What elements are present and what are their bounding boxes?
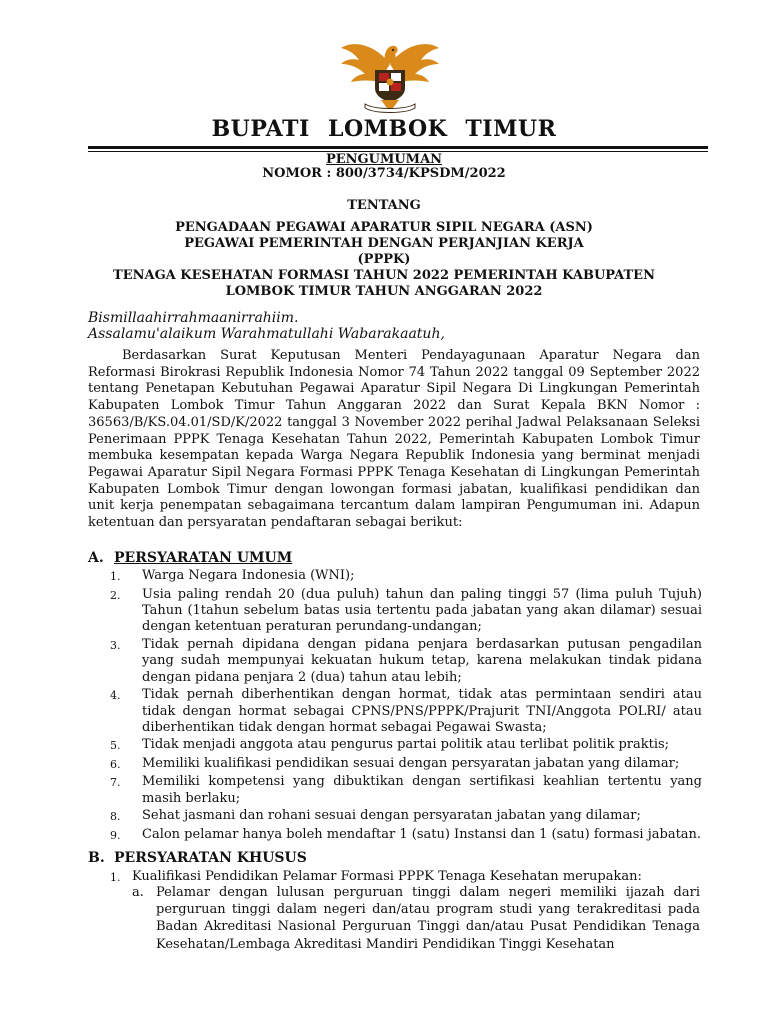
list-number: 1. <box>110 871 121 884</box>
section-title: PERSYARATAN KHUSUS <box>114 850 307 866</box>
list-item <box>110 827 702 844</box>
list-text: Warga Negara Indonesia (WNI); <box>142 568 355 583</box>
list-item <box>110 587 702 636</box>
intro-paragraph: Berdasarkan Surat Keputusan Menteri Pendayagunaan Aparatur Negara dan Reformasi Birokrasi Republik Indonesia Nomor 74 Tahun 2022 tanggal 09 September 2022 tentang Penetapan Kebutuhan Pegawai Aparatur Sipil Negara Di Lingkungan Pemerintah Kabupaten Lombok Timur Tahun Anggaran 2022 dan Surat Kepala BKN Nomor : 36563/B/KS.04.01/SD/K/2022 tanggal 3 November 2022 perihal Jadwal Pelaksanaan Seleksi Penerimaan PPPK Tenaga Kesehatan Tahun 2022, Pemerintah Kabupaten Lombok Timur membuka kesempatan kepada Warga Negara Republik Indonesia yang berminat menjadi Pegawai Aparatur Sipil Negara Formasi PPPK Tenaga Kesehatan di Lingkungan Pemerintah Kabupaten Lombok Timur dengan lowongan formasi jabatan, kualifikasi pendidikan dan unit kerja penempatan sebagaimana tercantum dalam lampiran Pengumuman ini. Adapun ketentuan dan persyaratan pendaftaran sebagai berikut: <box>88 348 700 531</box>
list-number: 5. <box>110 739 121 753</box>
list-text: Kualifikasi Pendidikan Pelamar Formasi PPPK Tenaga Kesehatan merupakan: <box>132 869 642 884</box>
page-title: BUPATI LOMBOK TIMUR <box>211 116 557 142</box>
section-a-heading <box>88 550 292 566</box>
list-text: Tidak menjadi anggota atau pengurus partai politik atau terlibat politik praktis; <box>142 737 670 753</box>
announcement-number: NOMOR : 800/3734/KPSDM/2022 <box>262 166 506 181</box>
list-item <box>110 808 702 825</box>
section-b-heading <box>88 850 307 866</box>
list-item <box>110 756 702 773</box>
list-number: 7. <box>110 776 121 790</box>
list-text: Calon pelamar hanya boleh mendaftar 1 (satu) Instansi dan 1 (satu) formasi jabatan. <box>142 826 702 842</box>
list-item <box>110 687 702 736</box>
list-text: Sehat jasmani dan rohani sesuai dengan persyaratan jabatan yang dilamar; <box>142 808 641 824</box>
garuda-emblem-icon <box>335 34 445 118</box>
subject-line: LOMBOK TIMUR TAHUN ANGGARAN 2022 <box>225 284 543 299</box>
list-text: Pelamar dengan lulusan perguruan tinggi dalam negeri memiliki ijazah dari perguruan tinggi dalam negeri dan/atau program studi yang terakreditasi pada Badan Akreditasi Nasional Perguruan Tinggi dan/atau Pusat Pendidikan Tenaga Kesehatan/Lembaga Akreditasi Mandiri Pendidikan Tinggi Kesehatan <box>156 885 700 952</box>
list-number: 6. <box>110 757 121 771</box>
list-item <box>110 637 702 686</box>
list-number: 3. <box>110 638 121 652</box>
list-text: Memiliki kompetensi yang dibuktikan dengan sertifikasi keahlian tertentu yang masih berlaku; <box>142 774 702 806</box>
subject-line: PEGAWAI PEMERINTAH DENGAN PERJANJIAN KERJA <box>184 236 584 251</box>
greeting-line: Bismillaahirrahmaanirrahiim. <box>88 310 299 326</box>
announcement-label: PENGUMUMAN <box>325 152 443 167</box>
general-requirements-list <box>110 568 702 845</box>
list-text: Tidak pernah dipidana dengan pidana penjara berdasarkan putusan pengadilan yang sudah mempunyai kekuatan hukum tetap, karena melakukan tindak pidana dengan pidana penjara 2 (dua) tahun atau lebih; <box>142 636 702 685</box>
section-letter: A. <box>88 550 104 566</box>
list-item <box>110 568 702 585</box>
subject-line: TENAGA KESEHATAN FORMASI TAHUN 2022 PEMERINTAH KABUPATEN <box>113 268 655 283</box>
list-number: 1. <box>110 570 121 583</box>
list-text: Tidak pernah diberhentikan dengan hormat, tidak atas permintaan sendiri atau tidak dengan hormat sebagai CPNS/PNS/PPPK/Prajurit TNI/Anggota POLRI/ atau diberhentikan tidak dengan hormat sebagai Pegawai Swasta; <box>142 687 702 735</box>
section-letter: B. <box>88 850 105 866</box>
list-item <box>110 737 702 754</box>
greeting-line: Assalamu'alaikum Warahmatullahi Wabarakaatuh, <box>88 326 445 342</box>
header-rule-thick <box>88 146 708 149</box>
list-text: Memiliki kualifikasi pendidikan sesuai dengan persyaratan jabatan yang dilamar; <box>142 755 680 771</box>
subject-line: (PPPK) <box>357 252 411 267</box>
section-title: PERSYARATAN UMUM <box>114 550 293 566</box>
list-text: Usia paling rendah 20 (dua puluh) tahun dan paling tinggi 57 (lima puluh Tujuh) Tahun (1tahun sebelum batas usia tertentu pada jabatan yang akan dilamar) sesuai dengan ketentuan peraturan perundang-undangan; <box>142 586 702 635</box>
special-requirement-1a <box>132 884 700 953</box>
list-number: 2. <box>110 588 121 602</box>
list-letter: a. <box>132 885 144 900</box>
list-number: 8. <box>110 810 121 824</box>
list-number: 9. <box>110 828 121 842</box>
list-number: 4. <box>110 689 121 703</box>
subject-line: PENGADAAN PEGAWAI APARATUR SIPIL NEGARA (ASN) <box>175 220 593 235</box>
list-item <box>110 774 702 807</box>
announcement-about: TENTANG <box>347 198 421 213</box>
